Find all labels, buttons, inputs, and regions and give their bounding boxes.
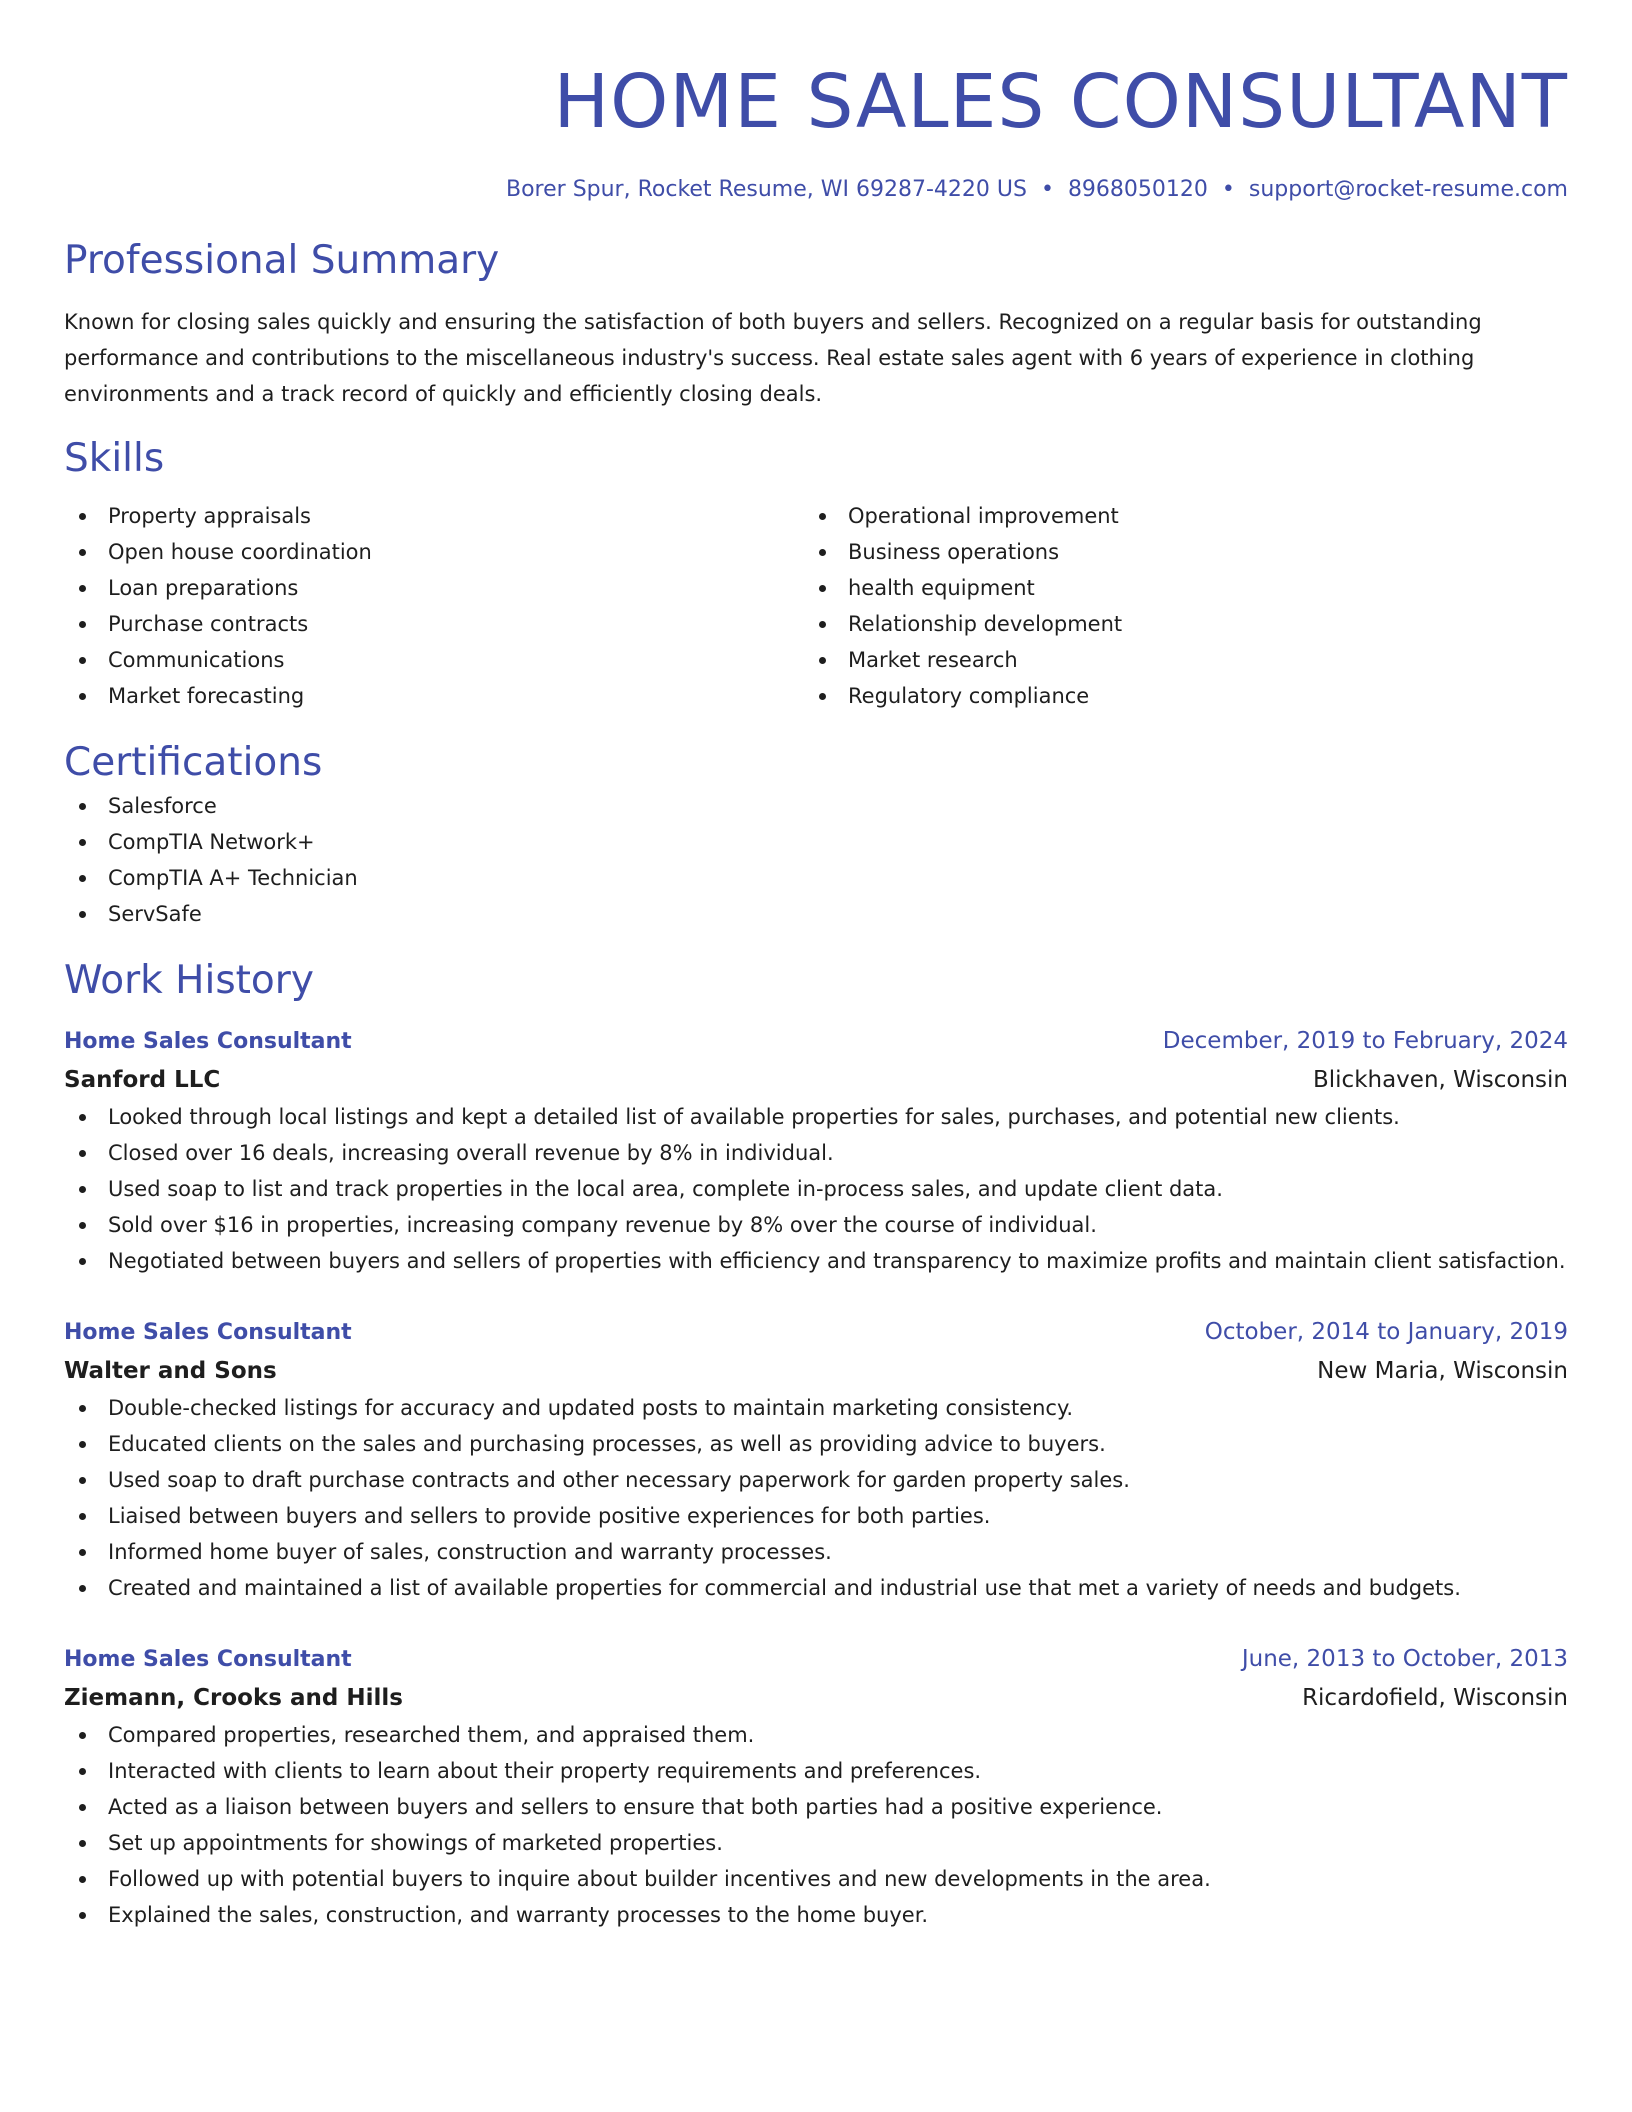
certification-item: ServSafe [64, 896, 1568, 932]
job-location: New Maria, Wisconsin [1317, 1358, 1568, 1384]
job-bullet: Compared properties, researched them, and appraised them. [64, 1717, 1568, 1753]
job-dates: October, 2014 to January, 2019 [1204, 1319, 1568, 1345]
skills-heading: Skills [64, 436, 165, 481]
job-dates: June, 2013 to October, 2013 [1241, 1646, 1568, 1672]
skill-item: health equipment [804, 570, 1544, 606]
job-bullet-list [64, 1099, 1568, 1279]
job-bullet: Set up appointments for showings of marketed properties. [64, 1825, 1568, 1861]
job-company: Walter and Sons [64, 1358, 277, 1384]
job-header-row [64, 1640, 1568, 1679]
skill-item: Loan preparations [64, 570, 804, 606]
job-bullet: Used soap to draft purchase contracts and other necessary paperwork for garden property sales. [64, 1462, 1568, 1498]
skill-item: Relationship development [804, 606, 1544, 642]
skill-item: Market forecasting [64, 678, 804, 714]
job-company-row [64, 1352, 1568, 1390]
certification-item: Salesforce [64, 788, 1568, 824]
job-bullet: Educated clients on the sales and purchasing processes, as well as providing advice to buyers. [64, 1426, 1568, 1462]
job-company: Sanford LLC [64, 1067, 221, 1093]
job-location: Ricardofield, Wisconsin [1302, 1685, 1568, 1711]
contact-separator: • [1040, 177, 1054, 202]
job-header-row [64, 1313, 1568, 1352]
job-header-row [64, 1022, 1568, 1061]
skills-grid [64, 498, 1568, 714]
skill-item: Property appraisals [64, 498, 804, 534]
certifications-section [64, 738, 1568, 932]
job-bullet: Liaised between buyers and sellers to provide positive experiences for both parties. [64, 1498, 1568, 1534]
certifications-list [64, 788, 1568, 932]
job-title: Home Sales Consultant [64, 1647, 352, 1672]
summary-section [64, 236, 1568, 412]
job-dates: December, 2019 to February, 2024 [1162, 1028, 1568, 1054]
job-bullet: Closed over 16 deals, increasing overall revenue by 8% in individual. [64, 1135, 1568, 1171]
skill-item: Communications [64, 642, 804, 678]
skill-item: Regulatory compliance [804, 678, 1544, 714]
job-location: Blickhaven, Wisconsin [1312, 1067, 1568, 1093]
job-bullet: Acted as a liaison between buyers and sellers to ensure that both parties had a positive experience. [64, 1789, 1568, 1825]
certification-item: CompTIA A+ Technician [64, 860, 1568, 896]
job-bullet: Negotiated between buyers and sellers of properties with efficiency and transparency to maximize profits and maintain client satisfaction. [64, 1243, 1568, 1279]
job-entry [64, 1313, 1568, 1606]
job-entry [64, 1022, 1568, 1279]
job-bullet: Double-checked listings for accuracy and updated posts to maintain marketing consistency. [64, 1390, 1568, 1426]
certification-item: CompTIA Network+ [64, 824, 1568, 860]
work-history-heading: Work History [64, 958, 314, 1003]
job-title: Home Sales Consultant [64, 1029, 352, 1054]
resume-name: HOME SALES CONSULTANT [553, 59, 1568, 145]
job-bullet: Created and maintained a list of available properties for commercial and industrial use that met a variety of needs and budgets. [64, 1570, 1568, 1606]
work-history-section [64, 956, 1568, 1933]
job-company: Ziemann, Crooks and Hills [64, 1685, 403, 1711]
skill-item: Operational improvement [804, 498, 1544, 534]
skill-item: Business operations [804, 534, 1544, 570]
job-bullet: Explained the sales, construction, and warranty processes to the home buyer. [64, 1897, 1568, 1933]
contact-address: Borer Spur, Rocket Resume, WI 69287-4220 US [506, 177, 1027, 202]
skills-list-right [804, 498, 1544, 714]
contact-email[interactable]: support@rocket-resume.com [1248, 177, 1568, 202]
job-company-row [64, 1061, 1568, 1099]
job-bullet-list [64, 1717, 1568, 1933]
job-title: Home Sales Consultant [64, 1320, 352, 1345]
job-bullet: Followed up with potential buyers to inquire about builder incentives and new developments in the area. [64, 1861, 1568, 1897]
job-company-row [64, 1679, 1568, 1717]
job-bullet: Looked through local listings and kept a detailed list of available properties for sales, purchases, and potential new clients. [64, 1099, 1568, 1135]
skills-section [64, 434, 1568, 714]
resume-header [64, 52, 1568, 206]
skill-item: Purchase contracts [64, 606, 804, 642]
job-entry [64, 1640, 1568, 1933]
contact-phone: 8968050120 [1067, 177, 1208, 202]
skill-item: Market research [804, 642, 1544, 678]
certifications-heading: Certifications [64, 740, 323, 785]
job-bullet: Sold over $16 in properties, increasing company revenue by 8% over the course of individual. [64, 1207, 1568, 1243]
skills-list-left [64, 498, 804, 714]
job-bullet-list [64, 1390, 1568, 1606]
summary-heading: Professional Summary [64, 238, 500, 283]
job-bullet: Informed home buyer of sales, construction and warranty processes. [64, 1534, 1568, 1570]
contact-separator: • [1221, 177, 1235, 202]
job-bullet: Interacted with clients to learn about their property requirements and preferences. [64, 1753, 1568, 1789]
skill-item: Open house coordination [64, 534, 804, 570]
job-bullet: Used soap to list and track properties in the local area, complete in-process sales, and update client data. [64, 1171, 1568, 1207]
summary-text: Known for closing sales quickly and ensuring the satisfaction of both buyers and sellers. Recognized on a regular basis for outstanding performance and contributions to the miscellaneous industry's success. Real estate sales agent with 6 years of experience in clothing environments and a track record of quickly and efficiently closing deals. [64, 310, 1482, 406]
contact-line [64, 174, 1568, 206]
